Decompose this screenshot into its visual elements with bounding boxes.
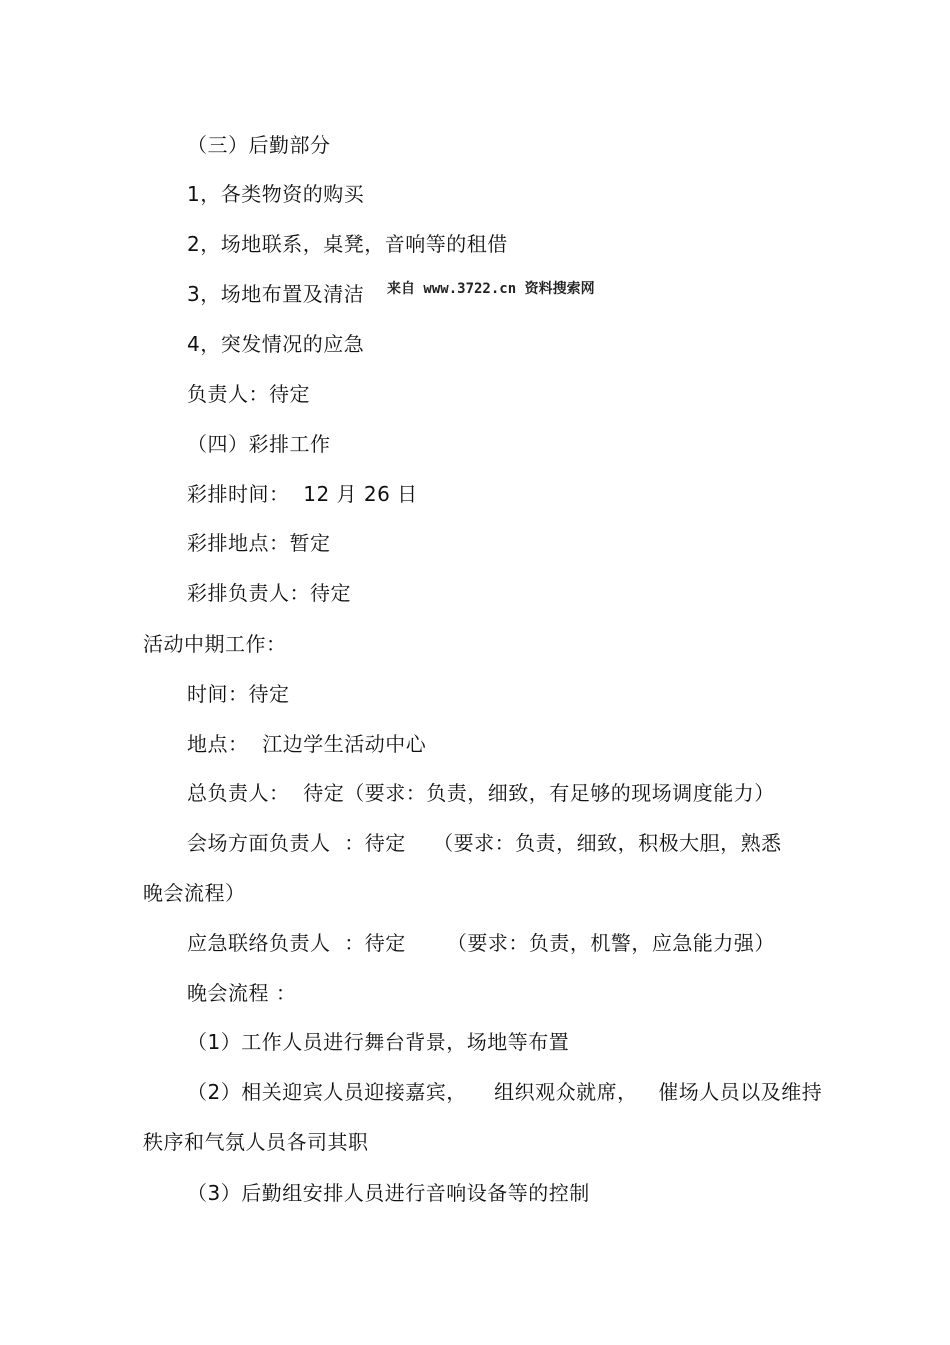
text-line: 秩序和气氛人员各司其职 (143, 1130, 369, 1154)
text-line: 彩排负责人：待定 (187, 581, 351, 605)
list-item: （1）工作人员进行舞台背景，场地等布置 (187, 1030, 570, 1054)
text-line: 时间：待定 (187, 682, 290, 706)
text-line: 晚会流程） (143, 881, 246, 905)
text-line: 地点： 江边学生活动中心 (187, 732, 427, 756)
list-item: 3，场地布置及清洁 (187, 282, 365, 306)
list-item: 4，突发情况的应急 (187, 332, 365, 356)
text-line: 负责人：待定 (187, 382, 310, 406)
list-item: 1，各类物资的购买 (187, 182, 365, 206)
text-line: 应急联络负责人 ：待定 （要求：负责，机警，应急能力强） (187, 931, 775, 955)
list-item: （2）相关迎宾人员迎接嘉宾， 组织观众就席， 催场人员以及维持 (187, 1080, 823, 1104)
text-line: 总负责人： 待定（要求：负责，细致，有足够的现场调度能力） (187, 781, 775, 805)
list-item: 2，场地联系，桌凳，音响等的租借 (187, 232, 508, 256)
text-line: 晚会流程 ： (187, 981, 297, 1005)
section-heading-rehearsal: （四）彩排工作 (187, 432, 331, 456)
section-heading-midterm: 活动中期工作： (143, 632, 287, 656)
section-heading-logistics: （三）后勤部分 (187, 133, 331, 157)
text-line: 会场方面负责人 ：待定 （要求：负责，细致，积极大胆，熟悉 (187, 831, 782, 855)
list-item: （3）后勤组安排人员进行音响设备等的控制 (187, 1181, 590, 1205)
text-line: 彩排地点：暂定 (187, 531, 331, 555)
text-line: 彩排时间： 12 月 26 日 (187, 482, 418, 506)
watermark-text: 来自 www.3722.cn 资料搜索网 (387, 281, 595, 297)
